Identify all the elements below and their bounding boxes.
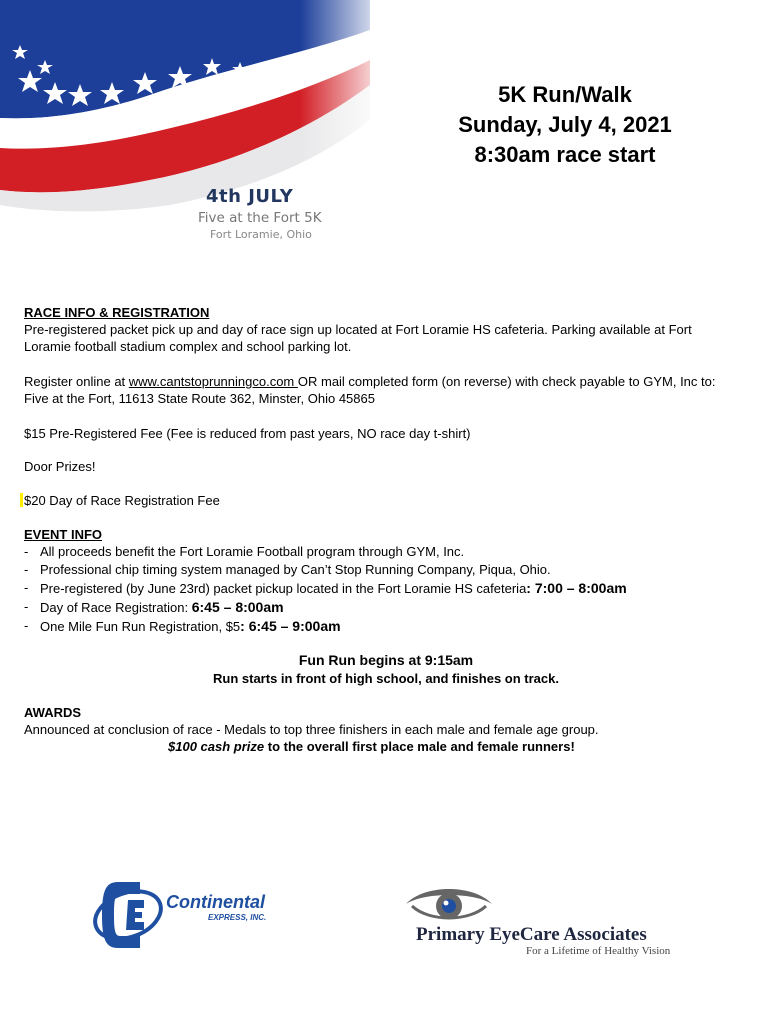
continental-express-logo — [88, 870, 288, 960]
banner-location: Fort Loramie, Ohio — [210, 228, 312, 241]
eyecare-tagline: For a Lifetime of Healthy Vision — [526, 945, 671, 957]
event-info-section — [24, 526, 724, 636]
list-item — [24, 543, 724, 561]
event-item-time: : 7:00 – 8:00am — [526, 580, 627, 596]
event-item-text: Pre-registered (by June 23rd) packet pickup located in the Fort Loramie HS cafeteria — [40, 581, 527, 596]
pre-registered-fee: $15 Pre-Registered Fee (Fee is reduced from past years, NO race day t-shirt) — [24, 426, 471, 441]
register-suffix: OR mail completed form (on reverse) with check payable to GYM, Inc to: Five at the Fort, 11613 State Route 362, Minster, Ohio 45865 — [24, 374, 716, 406]
event-item-text: One Mile Fun Run Registration, $5 — [40, 619, 241, 634]
event-item-text: Professional chip timing system managed by Can’t Stop Running Company, Piqua, Ohio. — [40, 562, 551, 577]
highlight-mark — [20, 493, 23, 507]
fun-run-route: Run starts in front of high school, and finishes on track. — [213, 671, 559, 686]
event-info-heading: EVENT INFO — [24, 527, 103, 542]
day-of-race-fee-row — [24, 492, 724, 509]
eyecare-name: Primary EyeCare Associates — [416, 924, 647, 945]
banner-title: 4th JULY — [206, 186, 294, 207]
banner-subtitle: Five at the Fort 5K — [198, 210, 322, 226]
list-item — [24, 598, 724, 617]
event-item-text: All proceeds benefit the Fort Loramie Football program through GYM, Inc. — [40, 544, 465, 559]
list-item — [24, 617, 724, 636]
continental-name: Continental — [166, 892, 265, 912]
header-date: Sunday, July 4, 2021 — [458, 112, 672, 137]
flag-wave-graphic — [0, 0, 380, 262]
eye-icon — [404, 882, 494, 926]
awards-text: Announced at conclusion of race - Medals to top three finishers in each male and female age group. — [24, 722, 599, 737]
race-info-text: Pre-registered packet pick up and day of race sign up located at Fort Loramie HS cafeteria. Parking available at Fort Loramie football stadium complex and school parking lot. — [24, 322, 692, 354]
awards-heading: AWARDS — [24, 705, 82, 720]
register-prefix: Register online at — [24, 374, 129, 389]
header-start-time: 8:30am race start — [474, 142, 656, 167]
cash-prize-rest: to the overall first place male and female runners! — [264, 739, 575, 754]
race-info-heading: RACE INFO & REGISTRATION — [24, 305, 210, 320]
awards-section — [24, 704, 744, 738]
event-item-time: 6:45 – 8:00am — [191, 599, 284, 615]
event-info-list — [24, 543, 724, 636]
header-title: 5K Run/Walk — [498, 82, 632, 107]
race-info-section — [24, 304, 724, 355]
list-item — [24, 561, 724, 579]
cash-prize-amount: $100 cash prize — [168, 739, 265, 754]
register-link[interactable]: www.cantstoprunningco.com — [128, 374, 298, 389]
event-header — [400, 80, 730, 170]
cash-prize-line — [168, 739, 575, 754]
fourth-july-banner — [0, 0, 380, 262]
door-prizes: Door Prizes! — [24, 459, 96, 474]
continental-sub: EXPRESS, INC. — [208, 913, 267, 922]
primary-eyecare-logo — [400, 882, 700, 962]
day-of-race-fee: $20 Day of Race Registration Fee — [24, 493, 220, 508]
register-paragraph — [24, 373, 724, 407]
event-item-text: Day of Race Registration: — [40, 600, 192, 615]
event-item-time: : 6:45 – 9:00am — [240, 618, 341, 634]
list-item — [24, 579, 724, 598]
fun-run-start: Fun Run begins at 9:15am — [298, 652, 474, 668]
